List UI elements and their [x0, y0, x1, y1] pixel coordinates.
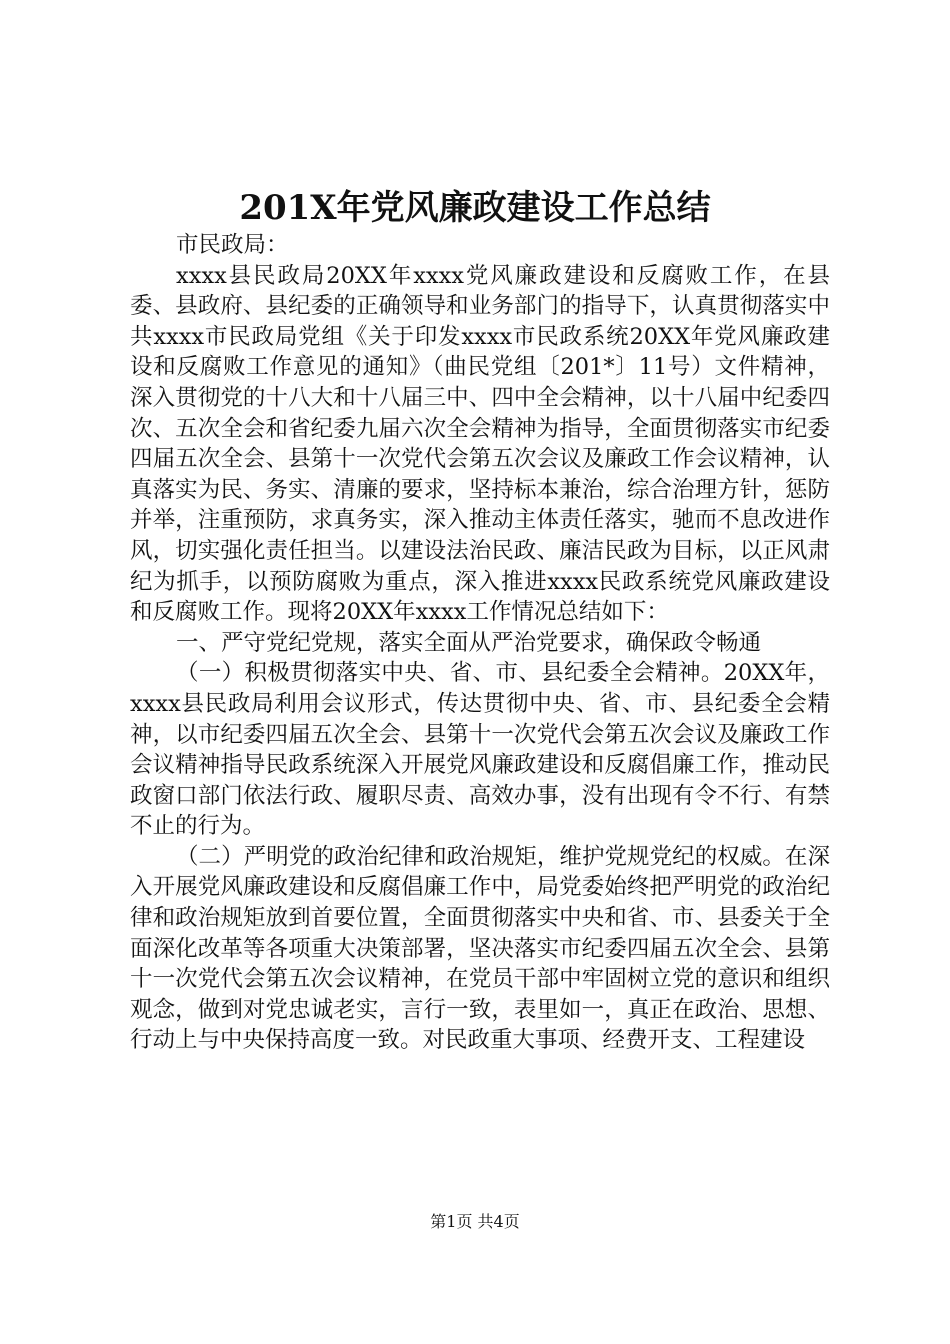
paragraph-intro: xxxx县民政局20XX年xxxx党风廉政建设和反腐败工作，在县委、县政府、县纪委的正确领导和业务部门的指导下，认真贯彻落实中共xxxx市民政局党组《关于印发xxxx市民政系统20XX年党风廉政建设和反腐败工作意见的通知》（曲民党组〔201*〕11号）文件精神，深入贯彻党的十八大和十八届三中、四中全会精神，以十八届中纪委四次、五次全会和省纪委九届六次全会精神为指导，全面贯彻落实市纪委四届五次全会、县第十一次党代会第五次会议及廉政工作会议精神，认真落实为民、务实、清廉的要求，坚持标本兼治，综合治理方针，惩防并举，注重预防，求真务实，深入推动主体责任落实，驰而不息改进作风，切实强化责任担当。以建设法治民政、廉洁民政为目标，以正风肃纪为抓手，以预防腐败为重点，深入推进xxxx民政系统党风廉政建设和反腐败工作。现将20XX年xxxx工作情况总结如下： [130, 262, 830, 626]
page-number-footer: 第1页 共4页 [430, 1212, 520, 1231]
document-title: 201X年党风廉政建设工作总结 [239, 188, 711, 228]
paragraph-subsection-1: （一）积极贯彻落实中央、省、市、县纪委全会精神。20XX年，xxxx县民政局利用会议形式，传达贯彻中央、省、市、县纪委全会精神，以市纪委四届五次全会、县第十一次党代会第五次会议及廉政工作会议精神指导民政系统深入开展党风廉政建设和反腐倡廉工作，推动民政窗口部门依法行政、履职尽责、高效办事，没有出现有令不行、有禁不止的行为。 [130, 660, 830, 840]
document-body [130, 230, 830, 1056]
paragraph-subsection-2: （二）严明党的政治纪律和政治规矩，维护党规党纪的权威。在深入开展党风廉政建设和反腐倡廉工作中，局党委始终把严明党的政治纪律和政治规矩放到首要位置，全面贯彻落实中央和省、市、县委关于全面深化改革等各项重大决策部署，坚决落实市纪委四届五次全会、县第十一次党代会第五次会议精神，在党员干部中牢固树立党的意识和组织观念，做到对党忠诚老实，言行一致，表里如一，真正在政治、思想、行动上与中央保持高度一致。对民政重大事项、经费开支、工程建设 [130, 843, 830, 1054]
salutation: 市民政局： [176, 232, 289, 258]
section-heading-1: 一、严守党纪党规，落实全面从严治党要求，确保政令畅通 [176, 629, 762, 656]
